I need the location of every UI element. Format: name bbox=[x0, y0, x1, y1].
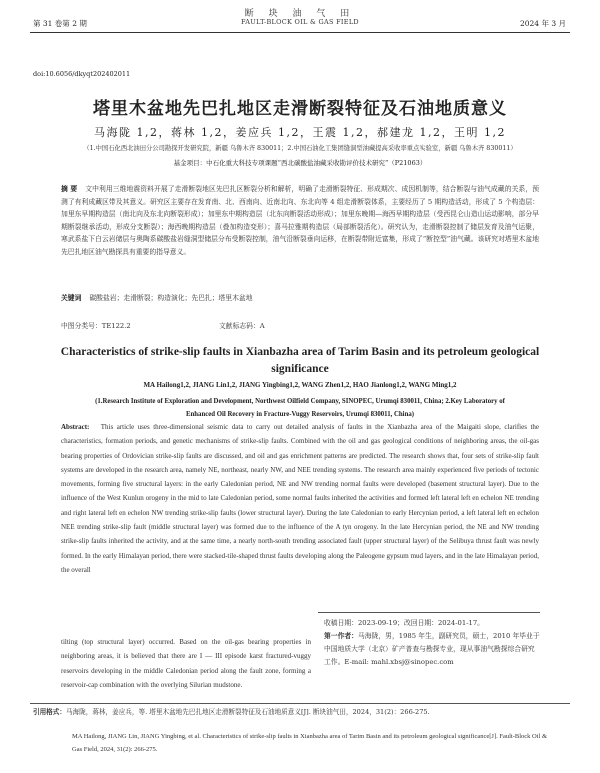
doi[interactable]: doi:10.6056/dkyqt202402011 bbox=[33, 70, 131, 78]
abstract-en bbox=[61, 420, 539, 577]
citation-en: MA Hailong, JIANG Lin, JIANG Yingbing, et al. Characteristics of strike-slip faults in Xianbazha area of Tarim Basin and its petroleum geological significance[J]. Fault-Block Oil & Gas Field, 2024, 31(2): 266-275. bbox=[72, 733, 548, 753]
title-en: Characteristics of strike-slip faults in Xianbazha area of Tarim Basin and its petroleum geological significance bbox=[60, 346, 540, 375]
citation-text-cn: 马海陇，蒋林，姜应兵，等. 塔里木盆地先巴扎地区走滑断裂特征及石油地质意义[J]. 断块油气田，2024，31(2)：266-275. bbox=[65, 708, 430, 716]
keywords-cn bbox=[61, 292, 539, 305]
received-info bbox=[324, 617, 540, 669]
keywords-cn-label: 关键词 bbox=[61, 294, 82, 302]
journal-name-cn: 断 块 油 气 田 bbox=[244, 9, 356, 19]
first-author-label: 第一作者： bbox=[324, 632, 358, 640]
abstract-en-text: This article uses three-dimensional seismic data to carry out detailed analysis of faults in the Xianbazha area of the Maigaiti slope, clarifies the characteristics, formation periods, and genetic mechanisms of strike-slip faults. Combined with the oil and gas geological conditions of neighboring areas, the oil-gas bearing properties of Ordovician strike-slip faults are discussed, and oil and gas enrichment patterns are predicted. The research shows that, four sets of strike-slip fault systems are developed in the research area, namely NE, northeast, nearly NW, and NEE trending systems. The research area mainly experienced five periods of tectonic movements, forming five structural layers: in the early Caledonian period, NE and NW trending normal faults were developed (basement structural layer). Due to the influence of the West Kunlun orogeny in the mid to late Caledonian period, some normal faults inherited the activities and formed left lateral left en echelon NE trending and right lateral left en echelon NW trending strike-slip faults (lower structural layer). During the late Caledonian to early Hercynian period, a left lateral left en echelon NEE trending strike-slip fault (middle structural layer) was formed due to the influence of the A tyn orogeny. In the late Hercynian period, the NE and NW trending strike-slip faults inherited the activity, and at the same time, a nearly north-south trending associated fault (upper structural layer) of the Selibuya thrust fault was newly formed. In the early Himalayan period, there were stacked-tile-shaped thrust faults developing along the Paleogene gypsum mud layers, and in the late Himalayan period, the overall bbox=[61, 423, 539, 574]
keywords-cn-text: 碳酸盐岩；走滑断裂；构造演化；先巴扎；塔里木盆地 bbox=[89, 294, 253, 302]
classification-row bbox=[61, 320, 539, 330]
first-author-text: 马海陇，男，1985 年生，副研究员，硕士，2010 年毕业于中国地质大学（北京）矿产普查与勘探专业，现从事油气勘探综合研究工作。E-mail: mahl.xbsj@sinopec.com bbox=[324, 632, 540, 666]
volume-issue: 第 31 卷第 2 期 bbox=[33, 19, 87, 28]
document-code: 文献标志码：A bbox=[219, 322, 265, 330]
title-cn: 塔里木盆地先巴扎地区走滑断裂特征及石油地质意义 bbox=[93, 99, 507, 119]
citation-cn bbox=[33, 706, 573, 719]
footnote-rule bbox=[318, 612, 540, 613]
funding-cn: 基金项目：中石化重大科技专项课题“西北碳酸盐油藏采收勘评价技术研究”（P21063） bbox=[173, 159, 427, 167]
clc-code: 中图分类号：TE122.2 bbox=[61, 322, 131, 330]
abstract-cn bbox=[61, 183, 539, 258]
abstract-cn-text: 文中利用三维地震资料开展了走滑断裂地区先巴扎区断裂分析和解析，明确了走滑断裂特征、形成期次、成因机制等，结合断裂与油气成藏的关系，预测了有利成藏区带及其意义。研究区主要存在发育南、北、西南向、近南北向、东北向等 4 组走滑断裂体系，主要经历了 5 期构造活动，形成了 5 个构造层：加里东早期构造层（南北向及东北向断裂形成）；加里东中期构造层（北东向断裂活动形成）；加里东晚期—海西早期构造层（受西昆仑山造山运动影响，部分早期断裂继承活动，形成分支断裂）；海西晚期构造层（叠加构造变形）；喜马拉雅期构造层（局部断裂活化）。研究认为，走滑断裂控制了储层发育及油气运聚，寒武系盐下白云岩储层与奥陶系碳酸盐岩缝洞型储层分布受断裂控制，油气沿断裂垂向运移，在断裂带附近富集，形成了“断控型”油气藏。该研究对塔里木盆地先巴扎地区油气勘探具有重要的指导意义。 bbox=[61, 185, 539, 256]
authors-en: MA Hailong1,2, JIANG Lin1,2, JIANG Yingbing1,2, WANG Zhen1,2, HAO Jianlong1,2, WANG Ming1,2 bbox=[143, 381, 457, 389]
affiliation-cn: （1.中国石化西北油田分公司勘探开发研究院，新疆 乌鲁木齐 830011；2.中国石油化工集团缝洞型油藏提高采收率重点实验室，新疆 乌鲁木齐 830011） bbox=[83, 145, 517, 152]
abstract-en-continued: tilting (top structural layer) occurred. Based on the oil-gas bearing properties in neighboring areas, it is believed that there are I — III episode karst fractured-vuggy reservoirs developing in the middle Caledonian period along the fault zone, forming a reservoir-cap combination with the overlying Silurian mudstone. bbox=[61, 638, 311, 689]
issue-date: 2024 年 3 月 bbox=[519, 19, 566, 28]
abstract-cn-label: 摘 要 bbox=[61, 185, 78, 193]
first-author-info bbox=[324, 630, 540, 669]
header-rule bbox=[30, 32, 570, 33]
received-dates: 收稿日期：2023-09-19；改回日期：2024-01-17。 bbox=[324, 619, 484, 627]
citation-label: 引用格式： bbox=[33, 708, 66, 716]
affiliation-en: (1.Research Institute of Exploration and Development, Northwest Oilfield Company, SINOPEC, Urumqi 830011, China; 2.Key Laboratory of Enhanced Oil Recovery in Fracture-Vuggy Reservoirs, Urumqi 830011, China) bbox=[95, 398, 505, 418]
journal-name-en: FAULT-BLOCK OIL & GAS FIELD bbox=[241, 18, 359, 26]
abstract-en-label: Abstract: bbox=[61, 423, 90, 431]
citation-rule bbox=[30, 703, 570, 704]
authors-cn: 马海陇 1,2，蒋林 1,2，姜应兵 1,2，王震 1,2，郝建龙 1,2，王明 1,2 bbox=[94, 126, 506, 139]
